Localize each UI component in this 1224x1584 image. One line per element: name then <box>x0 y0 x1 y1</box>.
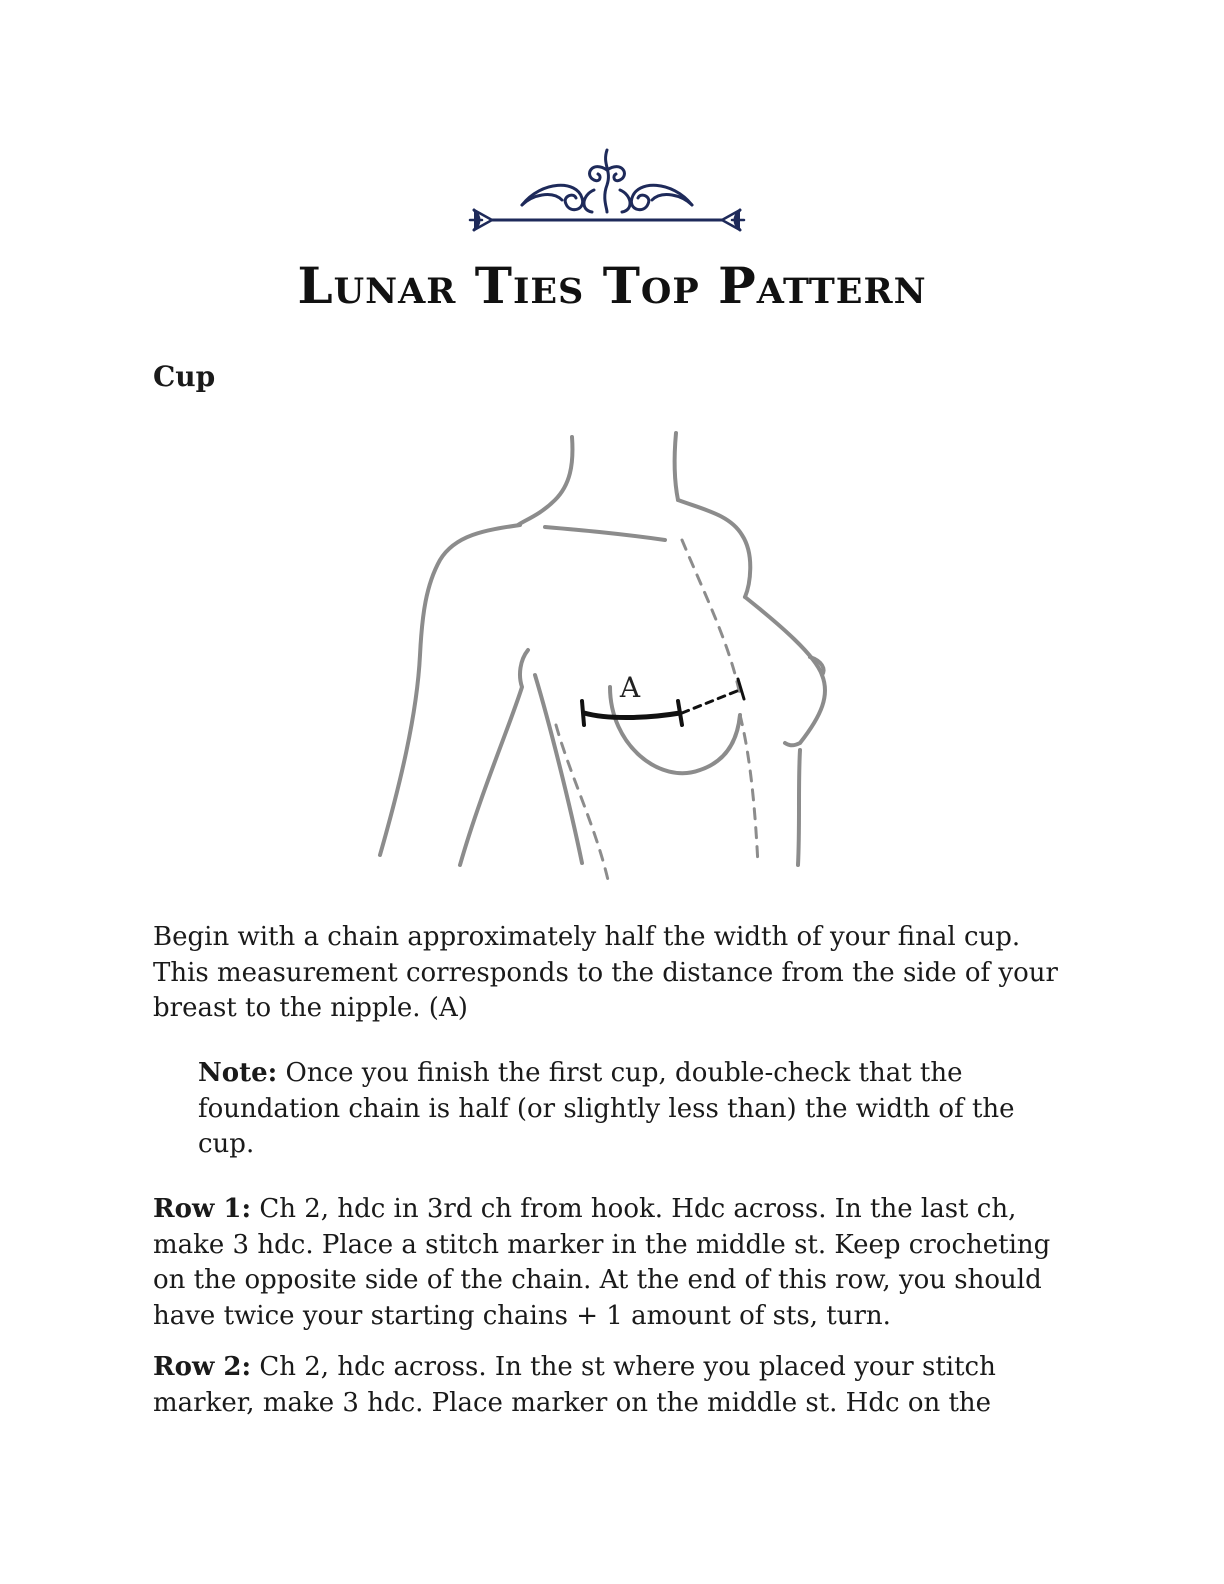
row-text: Ch 2, hdc across. In the st where you placed your stitch marker, make 3 hdc. Place marker on the middle st. Hdc on the <box>153 1352 996 1418</box>
measurement-label: A <box>619 671 641 704</box>
measurement-illustration <box>360 425 850 890</box>
section-heading: Cup <box>153 360 216 393</box>
note-paragraph <box>198 1056 1058 1163</box>
row-text: Ch 2, hdc in 3rd ch from hook. Hdc across. In the last ch, make 3 hdc. Place a stitch marker in the middle st. Keep crocheting on the opposite side of the chain. At the end of this row, you should have twice your starting chains + 1 amount of sts, turn. <box>153 1194 1051 1331</box>
intro-paragraph: Begin with a chain approximately half the width of your final cup. This measurement corresponds to the distance from the side of your breast to the nipple. (A) <box>153 922 1058 1023</box>
note-text: Once you finish the first cup, double-check that the foundation chain is half (or slightly less than) the width of the cup. <box>198 1058 1015 1159</box>
row-2-instruction <box>153 1350 1073 1421</box>
note-label: Note: <box>198 1058 278 1088</box>
page-title: Lunar Ties Top Pattern <box>297 256 927 315</box>
flourish-divider-icon <box>462 140 752 245</box>
row-1-instruction <box>153 1192 1073 1334</box>
row-label: Row 2: <box>153 1352 252 1382</box>
row-label: Row 1: <box>153 1194 252 1224</box>
